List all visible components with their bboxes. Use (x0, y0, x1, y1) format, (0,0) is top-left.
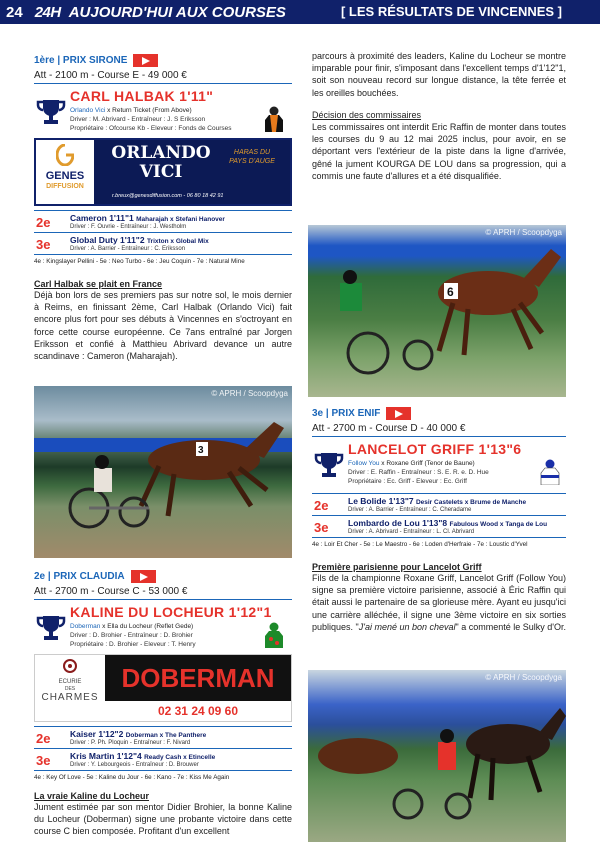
race3-story: Fils de la championne Roxane Griff, Lancelot Griff (Follow You) signe sa première victoire parisienne, associé à Éric Raffin qui était aussi le partenaire de sa glorieuse mère. Ayant eu jusqu'ici une carrière alléchée, il signe une 3ème victoire en six sorties publiques. "J'ai mené un bon cheval" a commenté le Sulky d'Or. (312, 573, 566, 632)
magazine-logo: 24H (34, 3, 61, 21)
race2-others: 4e : Key Of Love - 5e : Kaline du Jour - 6e : Kano - 7e : Kiss Me Again (34, 770, 292, 781)
race3-winner-driver: Driver : E. Raffin - Entraîneur : S. E. R. e. D. Hue (348, 469, 489, 476)
race2-block (34, 570, 292, 838)
race3-second: 2e Le Bolide 1'13"7 Desir Castelets x Brume de Manche Driver : A. Barrier - Entraîneur : C. Cheradame (312, 493, 566, 515)
trophy-icon (36, 98, 66, 126)
race3-story-title: Première parisienne pour Lancelot Griff (312, 562, 482, 572)
ecurie-logo: ECURIE DES CHARMES (35, 655, 105, 721)
right-column (312, 50, 566, 182)
photo-credit: © APRH / Scoopdyga (485, 228, 562, 237)
race2-winner-driver: Driver : D. Brohier - Entraîneur : D. Brohier (70, 632, 193, 639)
race1-ordinal: 1ère (34, 55, 55, 66)
race1-winner (34, 86, 292, 138)
race1-name: | PRIX SIRONE (57, 55, 128, 66)
race1-photo (34, 386, 292, 558)
race1-others: 4e : Kingslayer Pellini - 5e : Neo Turbo - 6e : Jeu Coquin - 7e : Natural Mine (34, 254, 292, 265)
race3-winner-owner: Propriétaire : Ec. Griff - Eleveur : Ec. Griff (348, 478, 467, 485)
race1-header (34, 54, 292, 67)
race2-story-continued: parcours à proximité des leaders, Kaline du Locheur se montre imparable pour finir, s'imposant dans l'excellent temps d'1'12"1, soit son nouveau record sur longue distance, la tête ferrée et les oreilles bouchées. (312, 51, 566, 98)
svg-text:3: 3 (198, 445, 204, 456)
horse-sulky-illustration (308, 225, 566, 397)
race1-meta: Att - 2100 m - Course E - 49 000 € (34, 70, 292, 84)
race1-third: 3e Global Duty 1'11"2 Trixton x Global Mix Driver : A. Barrier - Entraîneur : C. Eriksson (34, 232, 292, 254)
genes-logo: GENES DIFFUSION (36, 140, 94, 204)
race2-header (34, 570, 292, 583)
race2-winner-owner: Propriétaire : D. Brohier - Eleveur : T. Henry (70, 641, 196, 648)
horse-sulky-illustration (308, 670, 566, 842)
race3-winner-name: LANCELOT GRIFF 1'13"6 (348, 441, 522, 457)
jockey-silk-icon (262, 622, 286, 648)
ad1-tagline: HARAS DU PAYS D'AUGE (229, 149, 275, 165)
left-column (34, 54, 292, 362)
race2-meta: Att - 2700 m - Course C - 53 000 € (34, 586, 292, 600)
genes-logo-icon (56, 144, 74, 166)
photo-credit: © APRH / Scoopdyga (211, 389, 288, 398)
jockey-silk-icon (262, 106, 286, 132)
ad1-horse-name: ORLANDO VICI (111, 143, 211, 182)
race3-ordinal: 3e (312, 408, 324, 419)
race2-winner (34, 602, 292, 654)
race3-winner (312, 439, 566, 493)
race2-story-title: La vraie Kaline du Locheur (34, 791, 150, 801)
race1-winner-owner: Propriétaire : Ofcourse Kb - Eleveur : Fonds de Courses (70, 125, 232, 132)
doberman-ad[interactable] (34, 654, 292, 722)
race2-story: Jument estimée par son mentor Didier Brohier, la bonne Kaline du Locheur (Doberman) signe une probante victoire dans cette course C bien composée. Profitant d'un excellent (34, 802, 292, 837)
race3-photo (308, 670, 566, 842)
play-video-icon[interactable] (133, 54, 158, 67)
race2-winner-name: KALINE DU LOCHEUR 1'12"1 (70, 604, 272, 620)
decision-title: Décision des commissaires (312, 109, 422, 120)
orlando-vici-ad[interactable] (34, 138, 292, 206)
photo-credit: © APRH / Scoopdyga (485, 673, 562, 682)
ad2-horse-name: DOBERMAN (105, 655, 291, 701)
page-header (0, 0, 600, 24)
race3-others: 4e : Loir Et Cher - 5e : Le Maestro - 6e : Loden d'Herfraie - 7e : Loustic d'Yvel (312, 537, 566, 548)
ecurie-logo-icon (62, 658, 78, 674)
svg-text:6: 6 (447, 285, 454, 299)
race2-second: 2e Kaiser 1'12"2 Doberman x The Panthere Driver : P. Ph. Ploquin - Entraîneur : F. Nivard (34, 726, 292, 748)
race1-second: 2e Cameron 1'11"1 Maharajah x Stefani Hanover Driver : F. Ouvrie - Entraîneur : J. Westholm (34, 210, 292, 232)
race1-winner-name: CARL HALBAK 1'11" (70, 88, 214, 104)
race3-third: 3e Lombardo de Lou 1'13"8 Fabulous Wood x Tanga de Lou Driver : A. Abrivard - Entraîneur : L. Cl. Abrivard (312, 515, 566, 537)
race1-story-title: Carl Halbak se plait en France (34, 279, 163, 289)
section-subtitle: [ LES RÉSULTATS DE VINCENNES ] (340, 4, 562, 19)
section-title: AUJOURD'HUI AUX COURSES (68, 3, 286, 21)
ad2-phone: 02 31 24 09 60 (157, 704, 239, 718)
play-video-icon[interactable] (386, 407, 411, 420)
trophy-icon (36, 614, 66, 642)
race3-meta: Att - 2700 m - Course D - 40 000 € (312, 423, 566, 437)
ad1-contact: r.breux@genesdiffusion.com - 06 80 18 42 91 (112, 193, 224, 199)
race2-photo (308, 225, 566, 397)
race2-winner-pedigree: Doberman x Ella du Locheur (Reflet Gede) (70, 623, 194, 630)
race2-third: 3e Kris Martin 1'12"4 Ready Cash x Etincelle Driver : Y. Lebourgeois - Entraîneur : D. Brouwer (34, 748, 292, 770)
play-video-icon[interactable] (131, 570, 156, 583)
decision-text: Les commissaires ont interdit Eric Raffin de monter dans toutes les courses du 9 au 12 mai 2025 inclus, pour avoir, en se déportant vers l'extérieur de la piste dans la ligne d'arrivée, gêné la jument KOURGA DE LOU dans sa progression, qui a commis une faute d'allures et a été disqualifiée. (312, 122, 566, 181)
horse-sulky-illustration (34, 386, 292, 558)
race3-winner-pedigree: Follow You x Roxane Griff (Tenor de Baune) (348, 460, 475, 467)
race1-winner-pedigree: Orlando Vici x Return Ticket (From Above) (70, 107, 192, 114)
race2-ordinal: 2e (34, 571, 46, 582)
race3-name: | PRIX ENIF (325, 408, 381, 419)
race1-story: Déjà bon lors de ses premiers pas sur notre sol, le mois dernier à Reims, en finissant 2ème, Carl Halbak (Orlando Vici) fait encore plus fort pour ses débuts à Vincennes en s'octroyant en force cette course européenne. Ce 7ans entraîné par Jorgen Eriksson et confié à Matthieu Abrivard devance un autre scandinave : Cameron (Maharajah). (34, 290, 292, 362)
race1-winner-driver: Driver : M. Abrivard - Entraîneur : J. S Eriksson (70, 116, 206, 123)
page-number: 24 (6, 3, 23, 21)
race3-block (312, 407, 566, 633)
trophy-icon (314, 451, 344, 479)
race3-header (312, 407, 566, 420)
jockey-silk-icon (538, 459, 562, 485)
race2-name: | PRIX CLAUDIA (47, 571, 125, 582)
